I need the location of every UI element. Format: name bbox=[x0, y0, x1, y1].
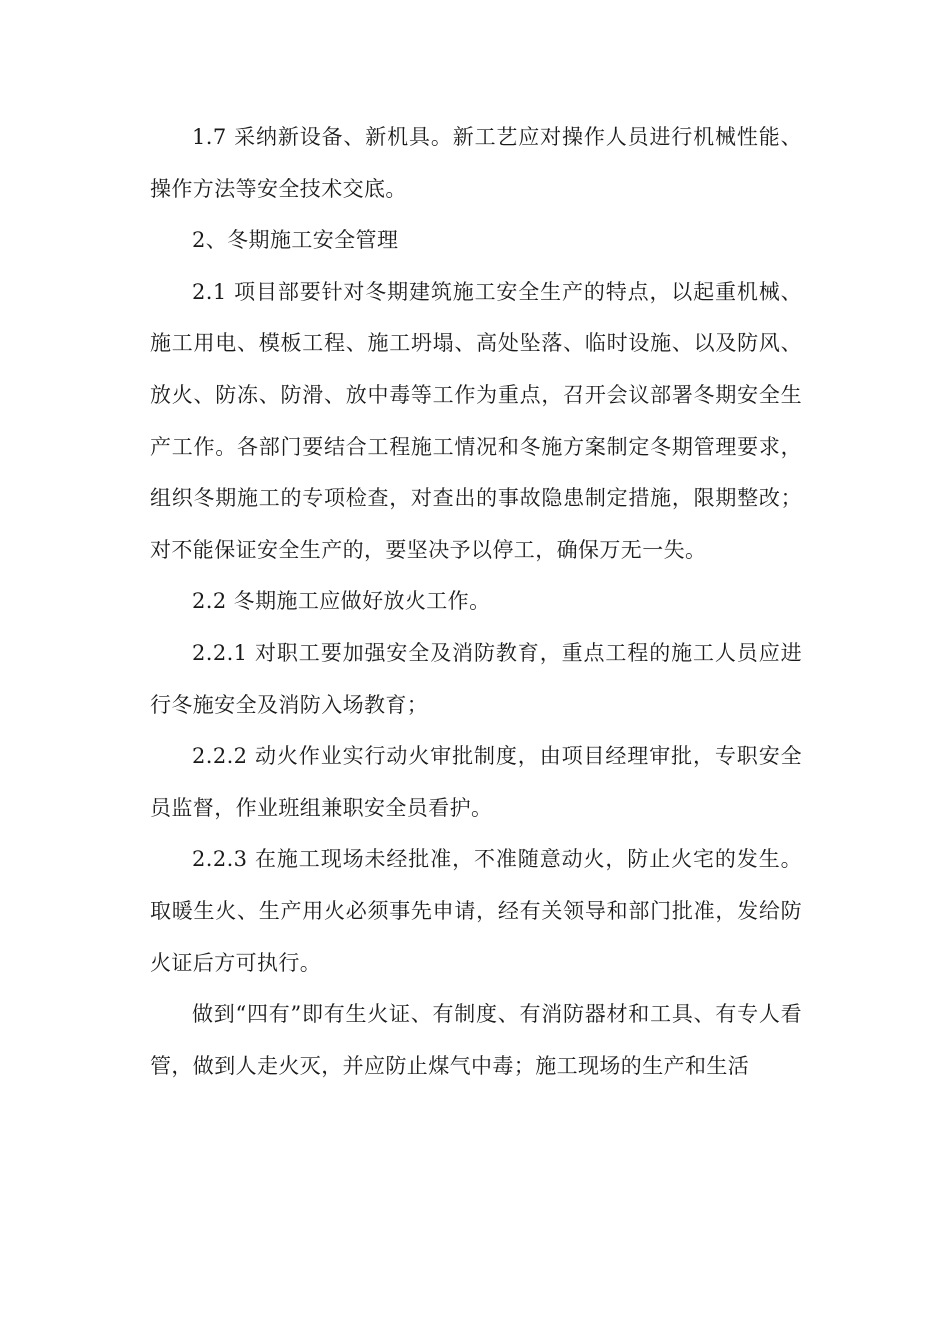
document-page bbox=[150, 112, 802, 1162]
paragraph-2-2-3: 2.2.3 在施工现场未经批准，不准随意动火，防止火宅的发生。取暖生火、生产用火必须事先申请，经有关领导和部门批准，发给防火证后方可执行。 bbox=[150, 847, 802, 975]
paragraph-2-2-2: 2.2.2 动火作业实行动火审批制度，由项目经理审批，专职安全员监督，作业班组兼职安全员看护。 bbox=[150, 744, 802, 820]
section-heading-2: 2、冬期施工安全管理 bbox=[192, 228, 399, 253]
paragraph-four-haves: 做到“四有”即有生火证、有制度、有消防器材和工具、有专人看管，做到人走火灭，并应防止煤气中毒；施工现场的生产和生活 bbox=[150, 1002, 802, 1078]
paragraph-1-7: 1.7 采纳新设备、新机具。新工艺应对操作人员进行机械性能、操作方法等安全技术交底。 bbox=[150, 125, 802, 201]
paragraph-2-2-1: 2.2.1 对职工要加强安全及消防教育，重点工程的施工人员应进行冬施安全及消防入场教育； bbox=[150, 640, 802, 717]
paragraph-2-2: 2.2 冬期施工应做好放火工作。 bbox=[192, 589, 491, 614]
paragraph-2-1: 2.1 项目部要针对冬期建筑施工安全生产的特点，以起重机械、施工用电、模板工程、施工坍塌、高处坠落、临时设施、以及防风、放火、防冻、防滑、放中毒等工作为重点，召开会议部署冬期安全生产工作。各部门要结合工程施工情况和冬施方案制定冬期管理要求，组织冬期施工的专项检查，对查出的事故隐患制定措施，限期整改；对不能保证安全生产的，要坚决予以停工，确保万无一失。 bbox=[150, 279, 802, 562]
